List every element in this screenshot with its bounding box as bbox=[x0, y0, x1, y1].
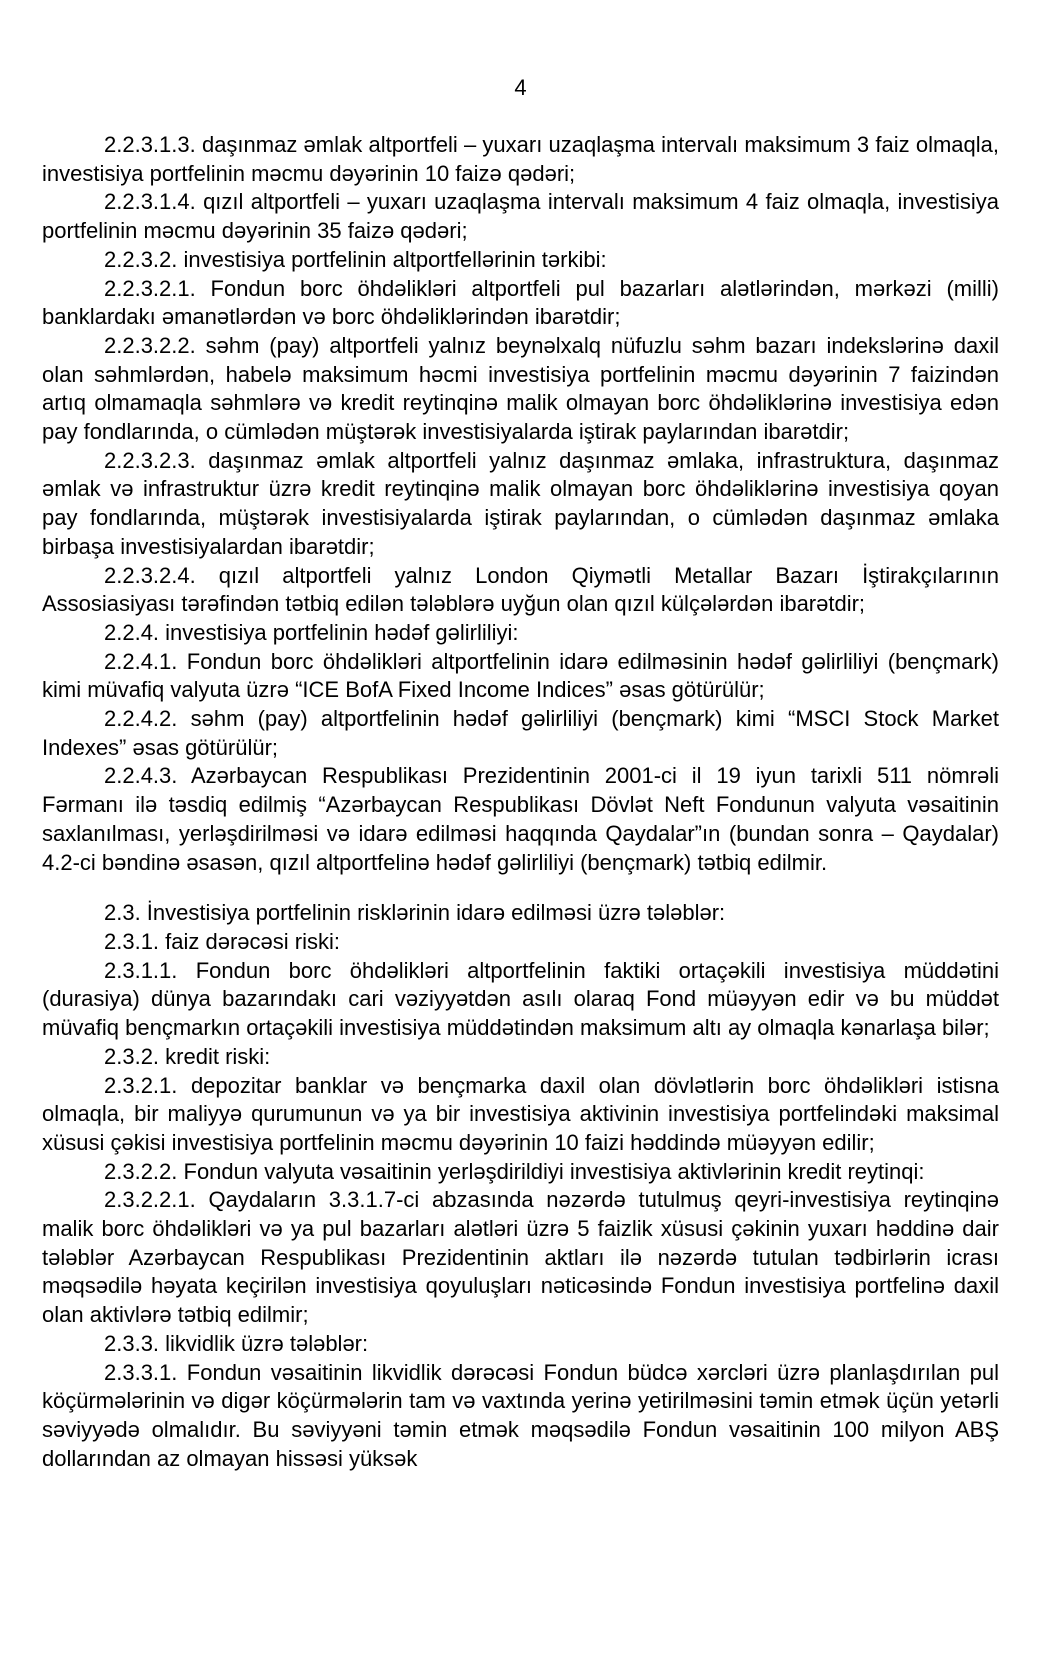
paragraph-2-3: 2.3. İnvestisiya portfelinin risklərinin idarə edilməsi üzrə tələblər: bbox=[104, 900, 726, 926]
document-body bbox=[42, 131, 999, 1473]
paragraph-2-3-2-2: 2.3.2.2. Fondun valyuta vəsaitinin yerləşdirildiyi investisiya aktivlərinin kredit reytinqi: bbox=[104, 1158, 925, 1184]
paragraph-2-2-3-2-4: 2.2.3.2.4. qızıl altportfeli yalnız London Qiymətli Metallar Bazarı İştirakçılarının Assosiasiyası tərəfindən tətbiq edilən tələblərə uyğun olan qızıl külçələrdən ibarətdir; bbox=[42, 562, 999, 617]
paragraph-2-2-4-1: 2.2.4.1. Fondun borc öhdəlikləri altportfelinin idarə edilməsinin hədəf gəlirliliyi (bençmark) kimi müvafiq valyuta üzrə “ICE BofA Fixed Income Indices” əsas götürülür; bbox=[42, 648, 999, 703]
paragraph-2-3-1: 2.3.1. faiz dərəcəsi riski: bbox=[104, 928, 340, 954]
paragraph-2-2-3-2-3: 2.2.3.2.3. daşınmaz əmlak altportfeli yalnız daşınmaz əmlaka, infrastruktura, daşınmaz əmlak və infrastruktur üzrə kredit reytinqinə malik olmayan borc öhdəliklərinə investisiya qoyan pay fondlarında, müştərək investisiyalarda iştirak paylarından, o cümlədən daşınmaz əmlaka birbaşa investisiyalardan ibarətdir; bbox=[42, 447, 999, 559]
paragraph-2-3-2-2-1: 2.3.2.2.1. Qaydaların 3.3.1.7-ci abzasında nəzərdə tutulmuş qeyri-investisiya reytinqinə malik borc öhdəlikləri və ya pul bazarları alətləri üzrə 5 faizlik xüsusi çəkinin yuxarı həddinə dair tələblər Azərbaycan Respublikası Prezidentinin aktları ilə nəzərdə tutulan tədbirlərin icrası məqsədilə həyata keçirilən investisiya qoyuluşları nəticəsində Fondun investisiya portfelinə daxil olan aktivlərə tətbiq edilmir; bbox=[42, 1187, 999, 1328]
paragraph-2-3-3-1: 2.3.3.1. Fondun vəsaitinin likvidlik dərəcəsi Fondun büdcə xərcləri üzrə planlaşdırılan pul köçürmələrinin və digər köçürmələrin tam və vaxtında yerinə yetirilməsini təmin etmək üçün yetərli səviyyədə olmalıdır. Bu səviyyəni təmin etmək məqsədilə Fondun vəsaitinin 100 milyon ABŞ dollarından az olmayan hissəsi yüksək bbox=[42, 1359, 999, 1471]
paragraph-2-3-1-1: 2.3.1.1. Fondun borc öhdəlikləri altportfelinin faktiki ortaçəkili investisiya müddətini (durasiya) dünya bazarındakı cari vəziyyətdən asılı olaraq Fond müəyyən edir və bu müddət müvafiq bençmarkın ortaçəkili investisiya müddətindən maksimum altı ay olmaqla kənarlaşa bilər; bbox=[42, 957, 999, 1041]
paragraph-2-3-3: 2.3.3. likvidlik üzrə tələblər: bbox=[104, 1330, 369, 1356]
paragraph-2-2-3-1-3: 2.2.3.1.3. daşınmaz əmlak altportfeli – yuxarı uzaqlaşma intervalı maksimum 3 faiz olmaqla, investisiya portfelinin məcmu dəyərinin 10 faizə qədəri; bbox=[42, 132, 999, 186]
paragraph-2-2-3-1-4: 2.2.3.1.4. qızıl altportfeli – yuxarı uzaqlaşma intervalı maksimum 4 faiz olmaqla, investisiya portfelinin məcmu dəyərinin 35 faizə qədəri; bbox=[42, 189, 999, 244]
paragraph-2-3-2-1: 2.3.2.1. depozitar banklar və bençmarka daxil olan dövlətlərin borc öhdəlikləri istisna olmaqla, bir maliyyə qurumunun və ya bir investisiya aktivinin investisiya portfelindəki maksimal xüsusi çəkisi investisiya portfelinin məcmu dəyərinin 10 faizi həddində müəyyən edilir; bbox=[42, 1072, 999, 1155]
paragraph-2-2-4-3: 2.2.4.3. Azərbaycan Respublikası Prezidentinin 2001-ci il 19 iyun tarixli 511 nömrəli Fərmanı ilə təsdiq edilmiş “Azərbaycan Respublikası Dövlət Neft Fondunun valyuta vəsaitinin saxlanılması, yerləşdirilməsi və idarə edilməsi haqqında Qaydalar”ın (bundan sonra – Qaydalar) 4.2-ci bəndinə əsasən, qızıl altportfelinə hədəf gəlirliliyi (bençmark) tətbiq edilmir. bbox=[42, 763, 999, 875]
page-number: 4 bbox=[514, 75, 527, 100]
paragraph-2-2-3-2-2: 2.2.3.2.2. səhm (pay) altportfeli yalnız beynəlxalq nüfuzlu səhm bazarı indekslərinə daxil olan səhmlərdən, habelə maksimum həcmi investisiya portfelinin məcmu dəyərinin 7 faizindən artıq olmamaqla səhmlərə və kredit reytinqinə malik olmayan borc öhdəliklərinə investisiya edən pay fondlarında, o cümlədən müştərək investisiyalarda iştirak paylarından ibarətdir; bbox=[42, 332, 999, 445]
paragraph-2-2-3-2-1: 2.2.3.2.1. Fondun borc öhdəlikləri altportfeli pul bazarları alətlərindən, mərkəzi (milli) banklardakı əmanətlərdən və borc öhdəliklərindən ibarətdir; bbox=[42, 275, 999, 330]
paragraph-2-2-3-2: 2.2.3.2. investisiya portfelinin altportfellərinin tərkibi: bbox=[104, 246, 607, 272]
paragraph-2-2-4: 2.2.4. investisiya portfelinin hədəf gəlirliliyi: bbox=[104, 619, 519, 645]
paragraph-2-2-4-2: 2.2.4.2. səhm (pay) altportfelinin hədəf gəlirliliyi (bençmark) kimi “MSCI Stock Market Indexes” əsas götürülür; bbox=[42, 706, 999, 760]
paragraph-2-3-2: 2.3.2. kredit riski: bbox=[104, 1043, 271, 1069]
